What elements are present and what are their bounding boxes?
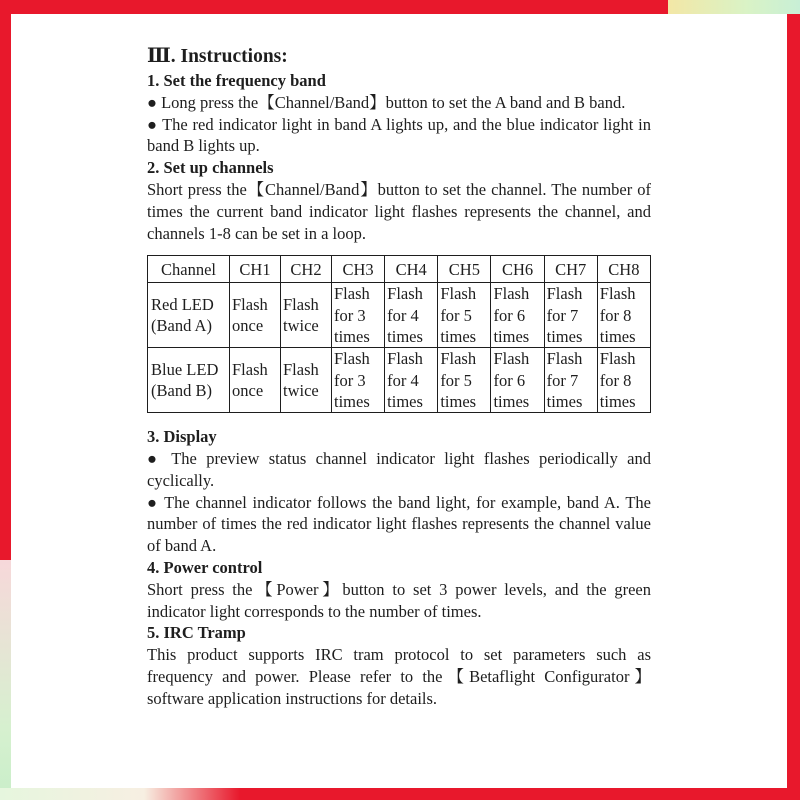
paragraph-irc-protocol: This product supports IRC tram protocol to set parameters such as frequency and power. Please refer to the【Betaflight Configurator】software application instructions for details.	[147, 645, 651, 708]
row-label-line: Blue LED	[151, 359, 219, 379]
heading-irc-tramp: 5. IRC Tramp	[147, 623, 246, 643]
instructions-document	[147, 44, 651, 710]
channel-flash-table	[147, 255, 651, 413]
table-cell: Flash once	[230, 283, 281, 348]
table-header-cell: CH4	[385, 256, 438, 283]
paragraph-preview-status: ● The preview status channel indicator light flashes periodically and cyclically.	[147, 448, 651, 490]
section-title: Ⅲ. Instructions:	[147, 46, 288, 67]
table-cell: Flash twice	[281, 283, 332, 348]
row-label-line: (Band B)	[151, 381, 212, 401]
table-header-cell: CH3	[332, 256, 385, 283]
table-row-blue-led	[148, 348, 651, 413]
table-cell: Flash for 7 times	[544, 348, 597, 413]
row-label-blue-led	[148, 348, 230, 413]
table-cell: Flash twice	[281, 348, 332, 413]
paragraph-short-press-channel: Short press the【Channel/Band】button to set the channel. The number of times the current band indicator light flashes represents the channel, and channels 1-8 can be set in a loop.	[147, 179, 651, 243]
table-cell: Flash for 3 times	[332, 348, 385, 413]
table-cell: Flash for 5 times	[438, 348, 491, 413]
frame-border-left-lower	[0, 560, 11, 800]
table-header-cell: CH1	[230, 256, 281, 283]
table-cell: Flash once	[230, 348, 281, 413]
row-label-line: (Band A)	[151, 316, 212, 336]
paragraph-power-levels: Short press the【Power】button to set 3 power levels, and the green indicator light corresponds to the number of times.	[147, 579, 651, 621]
table-cell: Flash for 4 times	[385, 283, 438, 348]
heading-set-up-channels: 2. Set up channels	[147, 158, 274, 178]
frame-border-top-right	[668, 0, 800, 14]
table-header-cell: CH8	[597, 256, 650, 283]
paragraph-band-indicator-lights: ● The red indicator light in band A lights up, and the blue indicator light in band B lights up.	[147, 114, 651, 156]
paragraph-long-press-band: ● Long press the【Channel/Band】button to set the A band and B band.	[147, 92, 626, 112]
heading-set-frequency-band: 1. Set the frequency band	[147, 71, 326, 90]
table-header-row	[148, 256, 651, 283]
heading-power-control: 4. Power control	[147, 557, 263, 577]
frame-border-right	[787, 14, 800, 800]
table-cell: Flash for 6 times	[491, 348, 544, 413]
table-header-cell: CH7	[544, 256, 597, 283]
table-cell: Flash for 8 times	[597, 348, 650, 413]
table-cell: Flash for 7 times	[544, 283, 597, 348]
table-header-cell: CH6	[491, 256, 544, 283]
table-cell: Flash for 4 times	[385, 348, 438, 413]
table-cell: Flash for 5 times	[438, 283, 491, 348]
table-cell: Flash for 6 times	[491, 283, 544, 348]
frame-border-left	[0, 0, 11, 560]
row-label-line: Red LED	[151, 295, 214, 315]
frame-border-top	[0, 0, 668, 14]
table-header-cell: Channel	[148, 256, 230, 283]
heading-display: 3. Display	[147, 427, 217, 447]
table-cell: Flash for 8 times	[597, 283, 650, 348]
frame-border-bottom-left	[0, 788, 240, 800]
row-label-red-led	[148, 283, 230, 348]
table-header-cell: CH5	[438, 256, 491, 283]
table-row-red-led	[148, 283, 651, 348]
table-cell: Flash for 3 times	[332, 283, 385, 348]
spacer	[147, 413, 651, 426]
table-header-cell: CH2	[281, 256, 332, 283]
paragraph-channel-indicator: ● The channel indicator follows the band light, for example, band A. The number of times the red indicator light flashes represents the channel value of band A.	[147, 492, 651, 556]
